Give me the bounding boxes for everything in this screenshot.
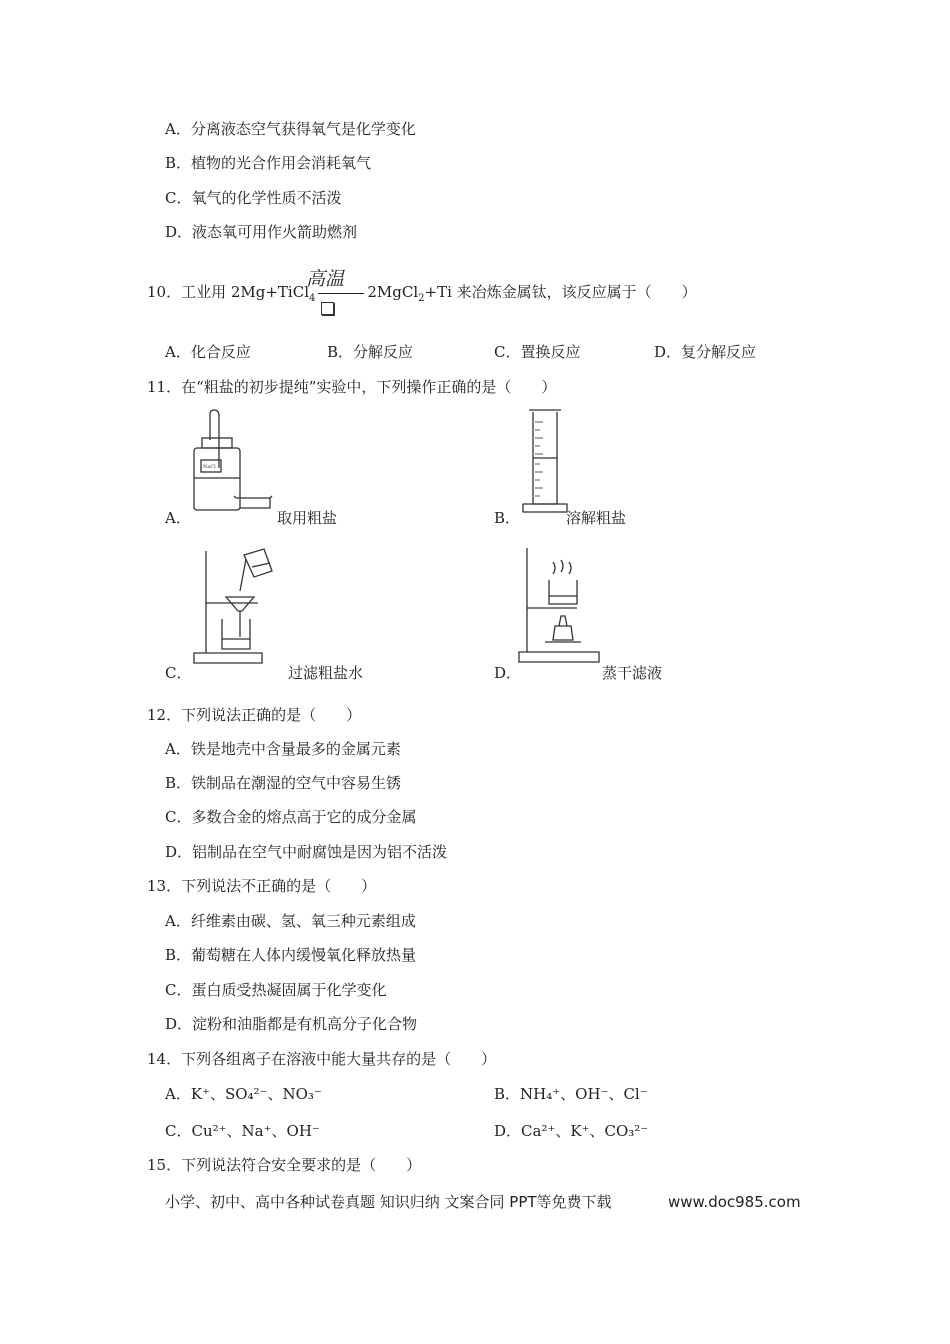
q12-option-b: B．铁制品在潮湿的空气中容易生锈	[165, 774, 402, 792]
q10-stem: 10．工业用 2Mg+TiCl$_4$ 2MgCl$_2$+Ti 来冶炼金属钛，该反应属于（ ）	[147, 283, 697, 304]
reaction-condition: 高温	[306, 268, 345, 290]
q13-option-d: D．淀粉和油脂都是有机高分子化合物	[165, 1015, 418, 1033]
q13-option-b: B．葡萄糖在人体内缓慢氧化释放热量	[165, 946, 417, 964]
q10-option-d: D．复分解反应	[654, 343, 757, 361]
filter-saltwater-illustration	[192, 545, 292, 670]
q12-stem: 12．下列说法正确的是（ ）	[147, 706, 362, 724]
q12-option-d: D．铝制品在空气中耐腐蚀是因为铝不活泼	[165, 843, 448, 861]
q9-option-a: A．分离液态空气获得氧气是化学变化	[165, 120, 416, 138]
svg-text:NaCl: NaCl	[203, 464, 216, 470]
q14-option-b: B．NH₄⁺、OH⁻、Cl⁻	[494, 1085, 648, 1103]
evaporate-filtrate-illustration	[515, 542, 605, 667]
q9-option-c: C．氧气的化学性质不活泼	[165, 189, 342, 207]
q11-option-a-caption: 取用粗盐	[277, 509, 338, 527]
q15-stem: 15．下列说法符合安全要求的是（ ）	[147, 1156, 422, 1174]
q11-option-a-letter: A．	[165, 509, 191, 527]
q10-option-c: C．置换反应	[494, 343, 581, 361]
q14-stem: 14．下列各组离子在溶液中能大量共存的是（ ）	[147, 1050, 497, 1068]
q11-option-c-caption: 过滤粗盐水	[288, 664, 364, 682]
q10-option-b: B．分解反应	[327, 343, 414, 361]
footer-text: 小学、初中、高中各种试卷真题 知识归纳 文案合同 PPT等免费下载	[165, 1193, 612, 1211]
q11-option-d-letter: D．	[494, 664, 522, 682]
q14-option-a: A．K⁺、SO₄²⁻、NO₃⁻	[165, 1085, 322, 1103]
q11-option-c-letter: C．	[165, 664, 192, 682]
q11-option-b-letter: B．	[494, 509, 521, 527]
q10-option-a: A．化合反应	[165, 343, 251, 361]
q9-option-d: D．液态氧可用作火箭助燃剂	[165, 223, 358, 241]
q14-option-c: C．Cu²⁺、Na⁺、OH⁻	[165, 1122, 320, 1140]
q12-option-a: A．铁是地壳中含量最多的金属元素	[165, 740, 401, 758]
q14-option-d: D．Ca²⁺、K⁺、CO₃²⁻	[494, 1122, 649, 1140]
q13-option-a: A．纤维素由碳、氢、氧三种元素组成	[165, 912, 416, 930]
q13-option-c: C．蛋白质受热凝固属于化学变化	[165, 981, 387, 999]
q11-stem: 11．在“粗盐的初步提纯”实验中，下列操作正确的是（ ）	[147, 378, 557, 396]
q13-stem: 13．下列说法不正确的是（ ）	[147, 877, 377, 895]
dissolve-salt-illustration	[515, 408, 575, 518]
footer-url: www.doc985.com	[668, 1193, 801, 1211]
q11-option-d-caption: 蒸干滤液	[602, 664, 663, 682]
placeholder-box-icon	[321, 302, 334, 315]
q11-option-b-caption: 溶解粗盐	[566, 509, 627, 527]
take-salt-illustration	[188, 408, 278, 513]
q9-option-b: B．植物的光合作用会消耗氧气	[165, 154, 372, 172]
q12-option-c: C．多数合金的熔点高于它的成分金属	[165, 808, 417, 826]
